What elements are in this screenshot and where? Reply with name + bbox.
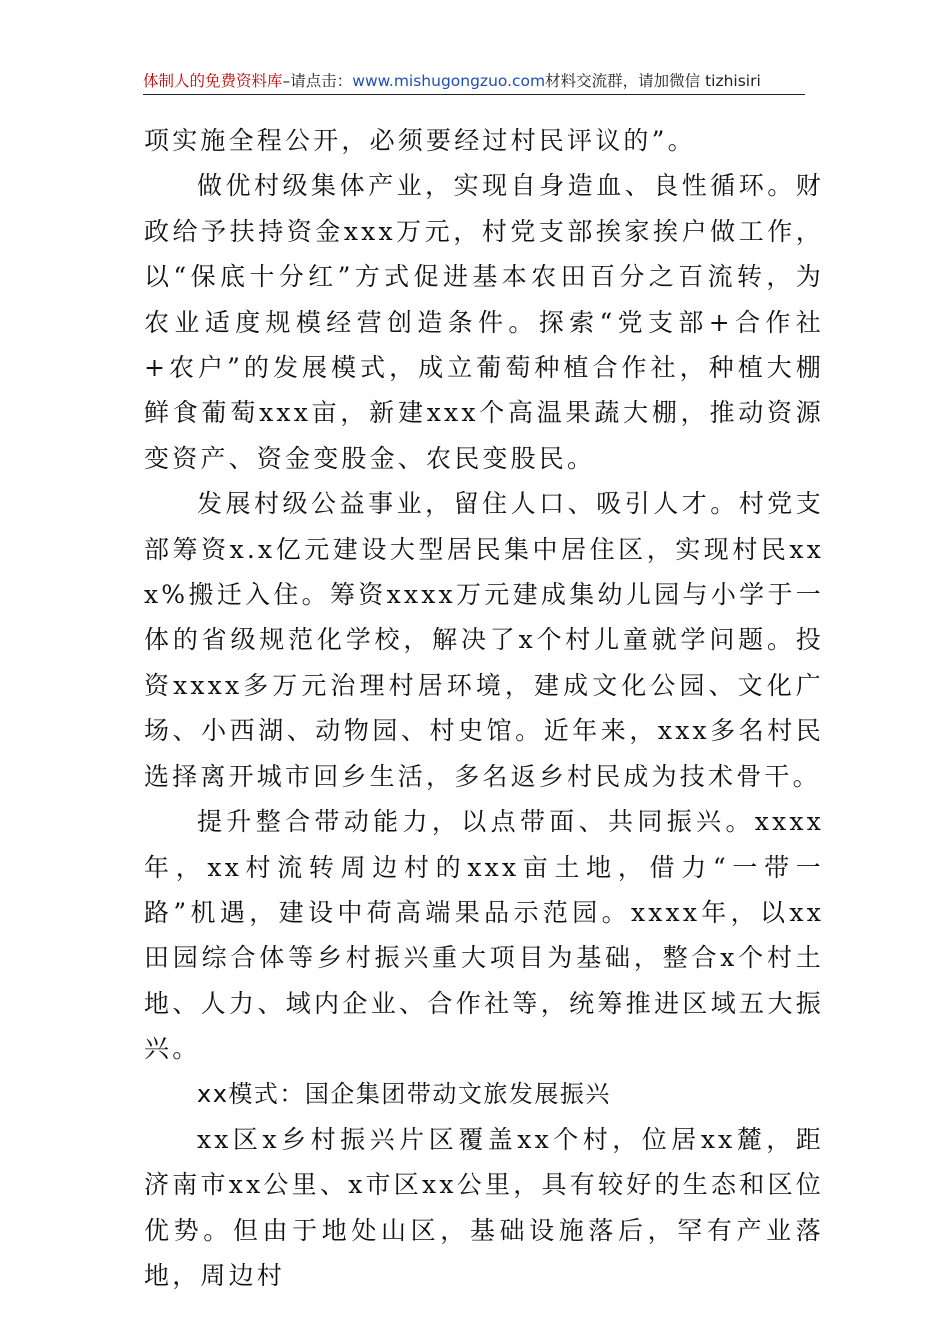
paragraph-continuation: 项实施全程公开，必须要经过村民评议的”。 <box>144 126 696 155</box>
paragraph-public-welfare: 发展村级公益事业，留住人口、吸引人才。村党支部筹资x.x亿元建设大型居民集中居住区，实现村民xxx%搬迁入住。筹资xxxx万元建成集幼儿园与小学于一体的省级规范化学校，解决了x个村儿童就学问题。投资xxxx多万元治理村居环境，建成文化公园、文化广场、小西湖、动物园、村史馆。近年来，xxx多名村民选择离开城市回乡生活，多名返乡村民成为技术骨干。 <box>144 489 824 791</box>
header-website-link[interactable]: www.mishugongzuo.com <box>352 72 546 90</box>
header-brand: 体制人的免费资料库 <box>143 72 283 90</box>
header-contact-note: 材料交流群，请加微信 tizhisiri <box>545 72 761 90</box>
paragraph-collective-industry: 做优村级集体产业，实现自身造血、良性循环。财政给予扶持资金xxx万元，村党支部挨家挨户做工作，以“保底十分红”方式促进基本农田百分之百流转，为农业适度规模经营创造条件。探索“党支部+合作社+农户”的发展模式，成立葡萄种植合作社，种植大棚鲜食葡萄xxx亩，新建xxx个高温果蔬大棚，推动资源变资产、资金变股金、农民变股民。 <box>144 171 824 473</box>
header-prompt: –请点击： <box>282 72 353 90</box>
document-body <box>144 118 824 1299</box>
paragraph-district-overview: xx区x乡村振兴片区覆盖xx个村，位居xx麓，距济南市xx公里、x市区xx公里，具有较好的生态和区位优势。但由于地处山区，基础设施落后，罕有产业落地，周边村 <box>144 1124 824 1291</box>
paragraph-integration: 提升整合带动能力，以点带面、共同振兴。xxxx年，xx村流转周边村的xxx亩土地，借力“一带一路”机遇，建设中荷高端果品示范园。xxxx年，以xx田园综合体等乡村振兴重大项目为基础，整合x个村土地、人力、域内企业、合作社等，统筹推进区域五大振兴。 <box>144 807 824 1064</box>
page-header <box>143 68 805 95</box>
section-heading: xx模式：国企集团带动文旅发展振兴 <box>197 1079 611 1108</box>
